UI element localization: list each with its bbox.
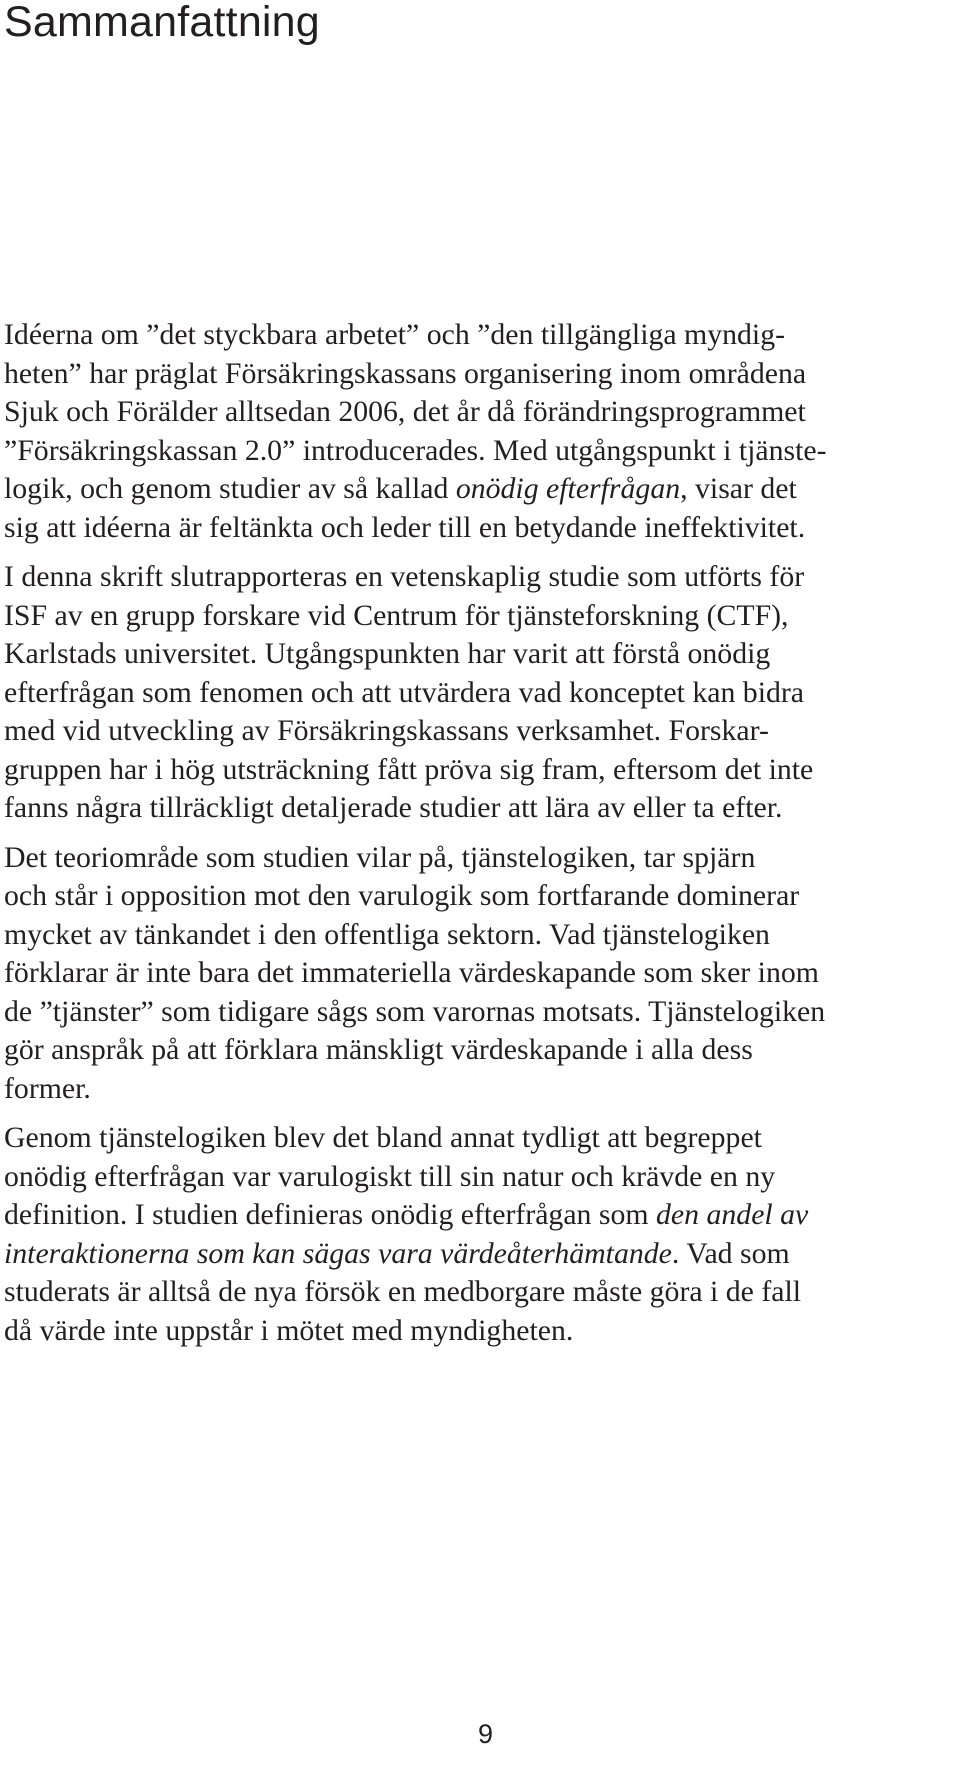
page-number: 9 <box>478 1719 494 1749</box>
text-line <box>4 393 934 432</box>
text-run: då värde inte uppstår i mötet med myndigheten. <box>4 1313 574 1347</box>
text-run: , visar det <box>680 472 797 505</box>
text-run: efterfrågan som fenomen och att utvärdera vad konceptet kan bidra <box>4 675 805 709</box>
text-run: och står i opposition mot den varulogik som fortfarande dominerar <box>4 879 800 912</box>
text-run: logik, och genom studier av så kallad <box>4 472 456 505</box>
text-line <box>4 355 934 394</box>
text-run: med vid utveckling av Försäkringskassans verksamhet. Forskar- <box>4 714 769 747</box>
text-run: I denna skrift slutrapporteras en vetenskaplig studie som utförts för <box>4 560 805 593</box>
paragraph <box>4 1119 934 1350</box>
text-run: Idéerna om ”det styckbara arbetet” och ”den tillgängliga myndig- <box>4 318 786 351</box>
text-run: . Vad som <box>671 1236 790 1270</box>
text-line <box>4 1196 934 1235</box>
text-run: gör anspråk på att förklara mänskligt värdeskapande i alla dess <box>4 1033 753 1066</box>
text-line <box>4 509 934 548</box>
text-line <box>4 1235 934 1274</box>
text-run: Genom tjänstelogiken blev det bland annat tydligt att begreppet <box>4 1121 762 1154</box>
text-run: ISF av en grupp forskare vid Centrum för tjänsteforskning (CTF), <box>4 598 789 632</box>
text-run: gruppen har i hög utsträckning fått pröva sig fram, eftersom det inte <box>4 752 814 786</box>
text-line <box>4 839 934 878</box>
text-run: Det teoriområde som studien vilar på, tjänstelogiken, tar spjärn <box>4 840 756 874</box>
text-line <box>4 751 934 790</box>
text-run: mycket av tänkandet i den offentliga sektorn. Vad tjänstelogiken <box>4 917 770 951</box>
text-line <box>4 877 934 916</box>
text-line <box>4 432 934 471</box>
text-run: definition. I studien definieras onödig efterfrågan som <box>4 1198 657 1231</box>
paragraph <box>4 316 934 547</box>
text-run: ”Försäkringskassan 2.0” introducerades. Med utgångspunkt i tjänste- <box>4 433 827 467</box>
text-line <box>4 674 934 713</box>
text-run: studerats är alltså de nya försök en medborgare måste göra i de fall <box>4 1275 802 1308</box>
text-run: fanns några tillräckligt detaljerade studier att lära av eller ta efter. <box>4 791 783 824</box>
text-run: onödig efterfrågan var varulogiskt till sin natur och krävde en ny <box>4 1159 776 1193</box>
text-line <box>4 789 934 828</box>
text-run: förklarar är inte bara det immateriella värdeskapande som sker inom <box>4 956 819 989</box>
text-line <box>4 1119 934 1158</box>
text-line <box>4 1031 934 1070</box>
text-line <box>4 1312 934 1351</box>
text-line <box>4 558 934 597</box>
emphasized-text: den andel av <box>656 1198 809 1231</box>
text-run: Sjuk och Förälder alltsedan 2006, det år då förändringsprogrammet <box>4 395 806 428</box>
text-line <box>4 316 934 355</box>
paragraph <box>4 558 934 828</box>
text-line <box>4 993 934 1032</box>
text-line <box>4 470 934 509</box>
text-line <box>4 954 934 993</box>
text-line <box>4 1158 934 1197</box>
text-run: sig att idéerna är feltänkta och leder till en betydande ineffektivitet. <box>4 510 806 544</box>
text-run: Karlstads universitet. Utgångspunkten har varit att förstå onödig <box>4 637 771 670</box>
text-line <box>4 916 934 955</box>
emphasized-text: interaktionerna som kan sägas vara värdeåterhämtande <box>4 1236 672 1270</box>
text-run: de ”tjänster” som tidigare sågs som varornas motsats. Tjänstelogiken <box>4 994 826 1028</box>
text-line <box>4 1070 934 1109</box>
text-line <box>4 597 934 636</box>
text-run: former. <box>4 1071 91 1105</box>
text-run: heten” har präglat Försäkringskassans organisering inom områdena <box>4 356 807 390</box>
paragraph <box>4 839 934 1109</box>
emphasized-text: onödig efterfrågan <box>455 472 681 505</box>
text-line <box>4 712 934 751</box>
text-line <box>4 635 934 674</box>
text-line <box>4 1273 934 1312</box>
page-title: Sammanfattning <box>4 0 320 46</box>
body-text <box>4 316 934 1361</box>
